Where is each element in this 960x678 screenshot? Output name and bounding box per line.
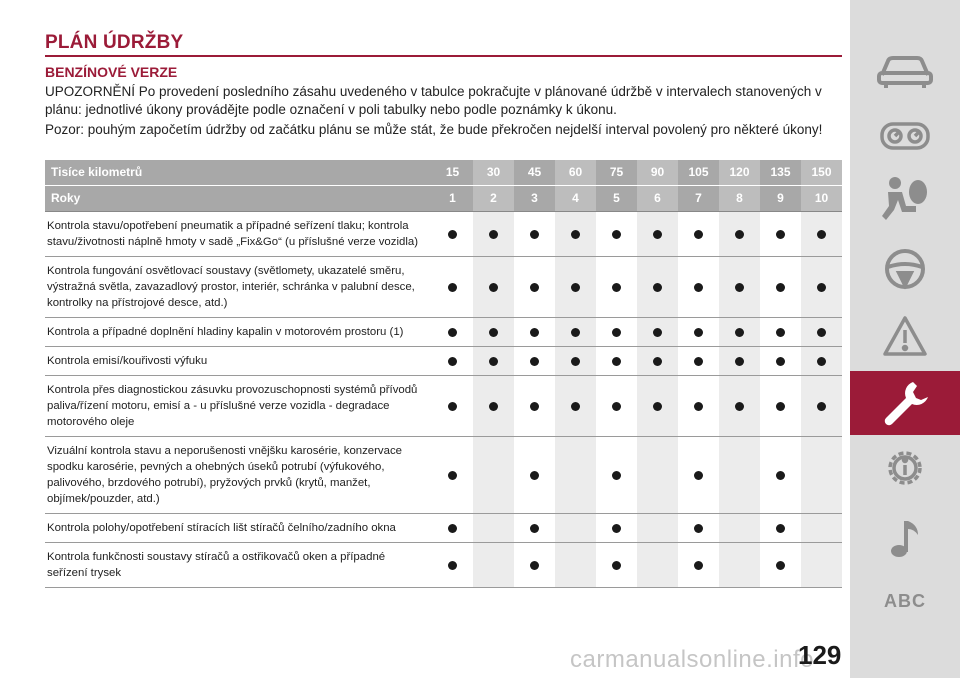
year-header-cell: 3 <box>531 191 538 205</box>
wrench-icon[interactable] <box>850 371 960 435</box>
seatbelt-airbag-icon[interactable] <box>850 168 960 230</box>
interval-cell <box>432 318 473 346</box>
interval-cell <box>473 347 514 375</box>
check-dot <box>776 561 785 570</box>
table-row <box>45 347 842 376</box>
years-header-label: Roky <box>51 191 81 205</box>
check-dot <box>448 230 457 239</box>
check-dot <box>817 357 826 366</box>
page-number: 129 <box>798 640 842 670</box>
maintenance-table <box>45 160 842 588</box>
check-dot <box>776 283 785 292</box>
check-dot <box>776 471 785 480</box>
interval-cell <box>432 543 473 587</box>
check-dot <box>776 357 785 366</box>
km-header-cell: 90 <box>637 160 678 185</box>
note-paragraph: Pozor: pouhým započetím údržby od začátku plánu se může stát, že bude překročen nejdelší interval povolený pro některé úkony! <box>45 122 823 137</box>
interval-cell <box>760 376 801 436</box>
check-dot <box>571 328 580 337</box>
km-header-cell: 75 <box>609 165 624 179</box>
interval-cell <box>555 514 596 542</box>
km-header-cell: 60 <box>555 160 596 185</box>
check-dot <box>694 230 703 239</box>
year-header-cell: 4 <box>555 186 596 211</box>
check-dot <box>694 402 703 411</box>
check-dot <box>694 328 703 337</box>
check-dot <box>448 357 457 366</box>
check-dot <box>612 524 621 533</box>
abc-label: ABC <box>884 590 926 611</box>
row-cells <box>432 514 842 542</box>
km-header-cell: 135 <box>770 165 791 179</box>
car-icon[interactable] <box>850 40 960 102</box>
check-dot <box>776 524 785 533</box>
row-cells <box>432 347 842 375</box>
title-divider <box>45 55 842 57</box>
check-dot <box>735 328 744 337</box>
interval-cell <box>432 212 473 256</box>
interval-cell <box>432 514 473 542</box>
interval-cell <box>719 318 760 346</box>
interval-cell <box>514 318 555 346</box>
check-dot <box>612 283 621 292</box>
row-description: Kontrola fungování osvětlovací soustavy (světlomety, ukazatelé směru, výstražná světla, zavazadlový prostor, interiér, schránka v palubní desce, kontrolky na přístrojové desce, atd.) <box>47 265 415 309</box>
year-header-cell: 10 <box>801 186 842 211</box>
check-dot <box>694 357 703 366</box>
km-header-cells <box>432 160 842 185</box>
interval-cell <box>596 318 637 346</box>
interval-cell <box>801 437 842 513</box>
check-dot <box>694 561 703 570</box>
table-body <box>45 211 842 588</box>
check-dot <box>653 357 662 366</box>
interval-cell <box>719 212 760 256</box>
km-header-row <box>45 160 842 185</box>
interval-cell <box>555 543 596 587</box>
row-description: Kontrola a případné doplnění hladiny kapalin v motorovém prostoru (1) <box>47 326 404 338</box>
check-dot <box>530 402 539 411</box>
row-cells <box>432 257 842 317</box>
check-dot <box>612 328 621 337</box>
row-cells <box>432 437 842 513</box>
interval-cell <box>719 437 760 513</box>
interval-cell <box>760 437 801 513</box>
interval-cell <box>637 212 678 256</box>
interval-cell <box>432 437 473 513</box>
interval-cell <box>555 257 596 317</box>
check-dot <box>735 402 744 411</box>
interval-cell <box>596 212 637 256</box>
check-dot <box>653 328 662 337</box>
dashboard-gauges-icon[interactable] <box>850 105 960 167</box>
steering-wheel-icon[interactable] <box>850 238 960 300</box>
interval-cell <box>473 257 514 317</box>
row-description: Kontrola stavu/opotřebení pneumatik a případné seřízení tlaku; kontrola stavu/životnosti náplně hmoty v sadě „Fix&Go“ (u příslušné verze vozidla) <box>47 220 418 248</box>
interval-cell <box>596 437 637 513</box>
check-dot <box>612 357 621 366</box>
km-header-cell: 45 <box>527 165 542 179</box>
km-header-cell: 30 <box>473 160 514 185</box>
watermark: carmanualsonline.info <box>570 646 814 673</box>
warning-triangle-icon[interactable] <box>850 305 960 367</box>
interval-cell <box>432 347 473 375</box>
check-dot <box>735 357 744 366</box>
interval-cell <box>760 212 801 256</box>
check-dot <box>735 283 744 292</box>
interval-cell <box>432 376 473 436</box>
interval-cell <box>678 318 719 346</box>
interval-cell <box>637 376 678 436</box>
check-dot <box>571 230 580 239</box>
table-row <box>45 437 842 514</box>
interval-cell <box>555 376 596 436</box>
interval-cell <box>514 376 555 436</box>
interval-cell <box>514 514 555 542</box>
check-dot <box>530 471 539 480</box>
check-dot <box>817 328 826 337</box>
years-header-cells <box>432 186 842 211</box>
interval-cell <box>801 318 842 346</box>
interval-cell <box>760 347 801 375</box>
check-dot <box>448 561 457 570</box>
check-dot <box>489 230 498 239</box>
table-row <box>45 318 842 347</box>
music-note-icon[interactable] <box>850 508 960 570</box>
page-title: PLÁN ÚDRŽBY <box>45 32 184 53</box>
interval-cell <box>678 257 719 317</box>
check-dot <box>448 471 457 480</box>
check-dot <box>817 230 826 239</box>
interval-cell <box>760 318 801 346</box>
km-header-cell: 150 <box>801 160 842 185</box>
table-row <box>45 257 842 318</box>
check-dot <box>612 402 621 411</box>
row-description: Kontrola funkčnosti soustavy stíračů a ostřikovačů oken a případné seřízení trysek <box>47 551 386 579</box>
table-row <box>45 212 842 257</box>
interval-cell <box>678 514 719 542</box>
interval-cell <box>719 257 760 317</box>
warning-paragraph: UPOZORNĚNÍ Po provedení posledního zásahu uvedeného v tabulce pokračujte v plánované údržbě v intervalech stanovených v plánu: jednotlivé úkony provádějte podle označení v poli tabulky nebo podle poznámky k úkonu. <box>45 84 822 117</box>
year-header-cell: 1 <box>449 191 456 205</box>
interval-cell <box>637 318 678 346</box>
check-dot <box>489 402 498 411</box>
check-dot <box>571 283 580 292</box>
check-dot <box>448 283 457 292</box>
interval-cell <box>596 543 637 587</box>
row-cells <box>432 318 842 346</box>
check-dot <box>653 230 662 239</box>
check-dot <box>489 357 498 366</box>
abc-index-tab[interactable] <box>850 570 960 632</box>
km-header-cell: 105 <box>688 165 709 179</box>
check-dot <box>448 402 457 411</box>
check-dot <box>489 283 498 292</box>
row-cells <box>432 376 842 436</box>
check-dot <box>776 230 785 239</box>
interval-cell <box>760 514 801 542</box>
check-dot <box>530 561 539 570</box>
interval-cell <box>801 212 842 256</box>
km-header-cell: 15 <box>445 165 460 179</box>
interval-cell <box>637 543 678 587</box>
interval-cell <box>801 347 842 375</box>
check-dot <box>530 283 539 292</box>
check-dot <box>530 524 539 533</box>
interval-cell <box>514 212 555 256</box>
row-description: Kontrola polohy/opotřebení stíracích lišt stíračů čelního/zadního okna <box>47 522 396 534</box>
interval-cell <box>678 376 719 436</box>
row-description: Kontrola emisí/kouřivosti výfuku <box>47 355 208 367</box>
row-cells <box>432 212 842 256</box>
interval-cell <box>555 318 596 346</box>
interval-cell <box>514 543 555 587</box>
interval-cell <box>719 514 760 542</box>
row-description: Kontrola přes diagnostickou zásuvku provozuschopnosti systémů přívodů paliva/řízení motoru, emisí a - u příslušné verze vozidla - degradace motorového oleje <box>47 384 418 428</box>
interval-cell <box>719 376 760 436</box>
year-header-cell: 6 <box>637 186 678 211</box>
interval-cell <box>637 514 678 542</box>
interval-cell <box>760 257 801 317</box>
interval-cell <box>473 514 514 542</box>
year-header-cell: 9 <box>777 191 784 205</box>
year-header-cell: 7 <box>695 191 702 205</box>
table-row <box>45 514 842 543</box>
interval-cell <box>596 514 637 542</box>
interval-cell <box>637 347 678 375</box>
interval-cell <box>637 437 678 513</box>
interval-cell <box>596 257 637 317</box>
interval-cell <box>514 347 555 375</box>
check-dot <box>489 328 498 337</box>
interval-cell <box>801 543 842 587</box>
interval-cell <box>514 437 555 513</box>
interval-cell <box>678 347 719 375</box>
interval-cell <box>760 543 801 587</box>
interval-cell <box>678 437 719 513</box>
check-dot <box>530 328 539 337</box>
check-dot <box>571 402 580 411</box>
interval-cell <box>514 257 555 317</box>
check-dot <box>653 402 662 411</box>
check-dot <box>694 283 703 292</box>
interval-cell <box>801 376 842 436</box>
check-dot <box>817 402 826 411</box>
check-dot <box>530 230 539 239</box>
interval-cell <box>432 257 473 317</box>
interval-cell <box>596 376 637 436</box>
table-row <box>45 376 842 437</box>
interval-cell <box>596 347 637 375</box>
check-dot <box>448 328 457 337</box>
check-dot <box>448 524 457 533</box>
km-header-cell: 120 <box>719 160 760 185</box>
interval-cell <box>555 437 596 513</box>
check-dot <box>735 230 744 239</box>
interval-cell <box>473 318 514 346</box>
check-dot <box>653 283 662 292</box>
year-header-cell: 2 <box>473 186 514 211</box>
year-header-cell: 8 <box>719 186 760 211</box>
check-dot <box>694 471 703 480</box>
section-subtitle: BENZÍNOVÉ VERZE <box>45 64 178 80</box>
check-dot <box>776 328 785 337</box>
interval-cell <box>719 347 760 375</box>
row-cells <box>432 543 842 587</box>
check-dot <box>776 402 785 411</box>
interval-cell <box>473 543 514 587</box>
year-header-cell: 5 <box>613 191 620 205</box>
interval-cell <box>473 376 514 436</box>
check-dot <box>817 283 826 292</box>
interval-cell <box>801 257 842 317</box>
gear-info-icon[interactable] <box>850 437 960 499</box>
interval-cell <box>637 257 678 317</box>
check-dot <box>612 561 621 570</box>
check-dot <box>612 471 621 480</box>
row-description: Vizuální kontrola stavu a neporušenosti vnějšku karosérie, konzervace spodku karosérie, pevných a ohebných úseků potrubí (výfukového, palivového, brzdového potrubí), pryžových prvků (krytů, manžet, objímek/pouzder, atd.) <box>47 445 402 505</box>
years-header-row <box>45 186 842 211</box>
check-dot <box>612 230 621 239</box>
interval-cell <box>678 212 719 256</box>
chapter-sidebar <box>850 0 960 678</box>
check-dot <box>571 357 580 366</box>
interval-cell <box>719 543 760 587</box>
check-dot <box>694 524 703 533</box>
interval-cell <box>555 347 596 375</box>
interval-cell <box>555 212 596 256</box>
interval-cell <box>801 514 842 542</box>
table-row <box>45 543 842 588</box>
interval-cell <box>473 212 514 256</box>
km-header-label: Tisíce kilometrů <box>51 165 143 179</box>
interval-cell <box>678 543 719 587</box>
interval-cell <box>473 437 514 513</box>
check-dot <box>530 357 539 366</box>
